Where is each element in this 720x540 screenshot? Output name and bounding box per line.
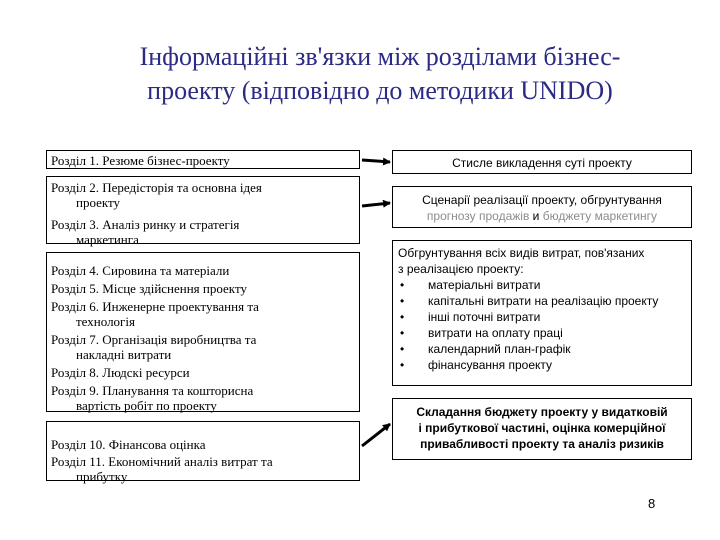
- section-2-label: Розділ 2. Передісторія та основна ідея: [51, 180, 262, 195]
- section-9-label: Розділ 9. Планування та кошторисна: [51, 383, 254, 398]
- section-1-label: Розділ 1. Резюме бізнес-проекту: [51, 153, 230, 168]
- section-7-label-cont: накладні витрати: [76, 347, 172, 362]
- info-costs-line-2: з реалізацією проекту:: [398, 262, 524, 276]
- section-2-label-cont: проекту: [76, 195, 121, 210]
- section-3-label-cont: маркетинга: [76, 232, 139, 247]
- section-6-label-cont: технологія: [76, 314, 135, 329]
- cost-bullet-item: • інші поточні витрати: [398, 309, 691, 325]
- section-4-label: Розділ 4. Сировина та матеріали: [51, 263, 230, 278]
- slide-title-line-2: проекту (відповідно до методики UNIDO): [147, 76, 613, 105]
- section-9-label-cont: вартість робіт по проекту: [76, 398, 217, 413]
- cost-bullet-item: • календарний план-графік: [398, 341, 691, 357]
- sales-forecast-text: прогнозу продажів: [426, 209, 530, 223]
- arrow-scenarios: [362, 203, 390, 206]
- section-7-label: Розділ 7. Організація виробництва та: [51, 332, 257, 347]
- info-scenarios-line-1: Сценарії реалізації проекту, обгрунтування: [422, 193, 662, 207]
- slide-title-line-1: Інформаційні зв'язки між розділами бізнес-: [139, 42, 621, 71]
- conjunction-text: и: [529, 209, 543, 223]
- cost-bullet-item: • витрати на оплату праці: [398, 325, 691, 341]
- arrow-summary: [362, 160, 390, 162]
- info-budget-line-3: привабливості проекту та аналіз ризиків: [420, 437, 664, 451]
- cost-bullet-item: • матеріальні витрати: [398, 277, 691, 293]
- cost-bullet-item: • капітальні витрати на реалізацію проекту: [398, 293, 691, 309]
- page-number: 8: [648, 496, 656, 511]
- section-10-label: Розділ 10. Фінансова оцінка: [51, 437, 206, 452]
- cost-bullet-item: • фінансування проекту: [398, 357, 691, 373]
- info-budget-line-2: і прибуткової частині, оцінка комерційної: [418, 421, 666, 435]
- section-8-label: Розділ 8. Людскі ресурси: [51, 365, 190, 380]
- section-6-label: Розділ 6. Инженерне проектування та: [51, 299, 259, 314]
- section-5-label: Розділ 5. Місце здійснення проекту: [51, 281, 247, 296]
- section-3-label: Розділ 3. Аналіз ринку и стратегія: [51, 217, 240, 232]
- info-budget-line-1: Складання бюджету проекту у видатковій: [416, 405, 668, 419]
- marketing-budget-text: бюджету маркетингу: [542, 209, 658, 223]
- arrow-budget: [362, 424, 390, 446]
- section-11-label: Розділ 11. Економічний аналіз витрат та: [51, 454, 273, 469]
- info-summary-text: Стисле викладення суті проекту: [452, 156, 632, 170]
- info-costs-line-1: Обгрунтування всіх видів витрат, пов'язаних: [398, 246, 645, 260]
- section-11-label-cont: прибутку: [76, 469, 128, 484]
